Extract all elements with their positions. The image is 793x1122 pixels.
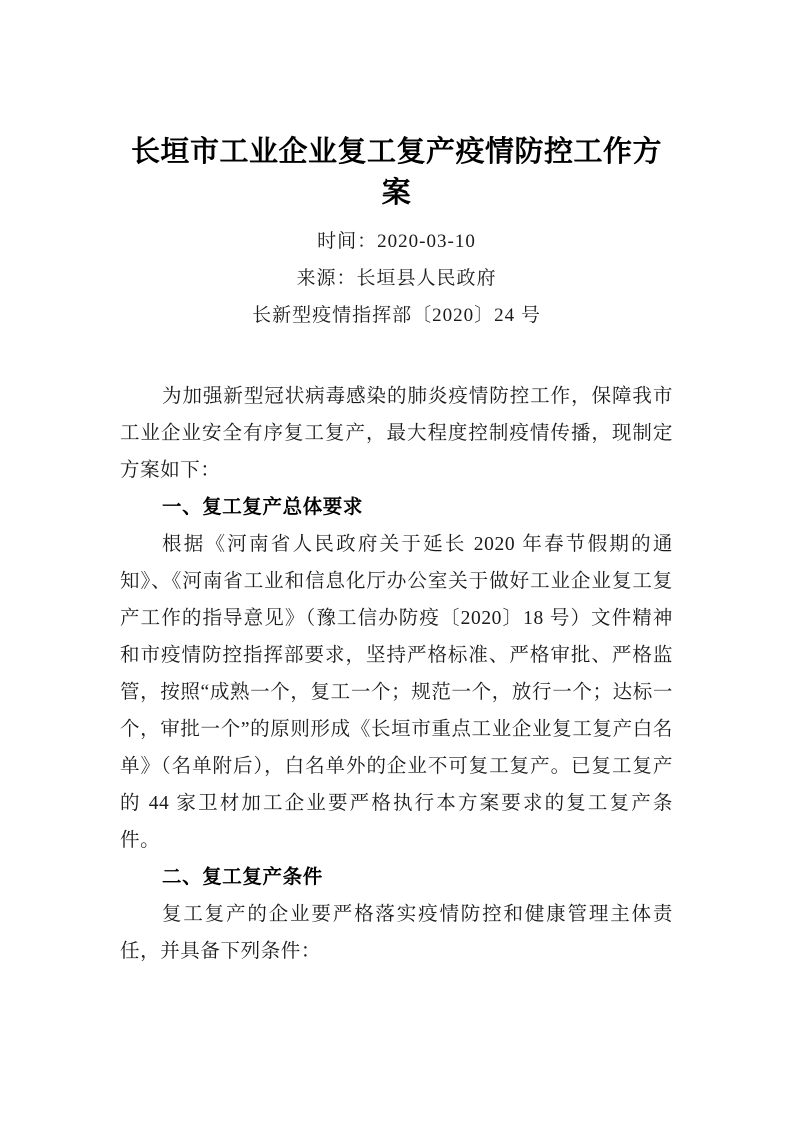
document-meta (120, 223, 673, 334)
document-number: 长新型疫情指挥部〔2020〕24 号 (252, 305, 541, 326)
section-two-paragraph: 复工复产的企业要严格落实疫情防控和健康管理主体责任，并具备下列条件： (120, 904, 673, 962)
document-source: 来源：长垣县人民政府 (296, 268, 497, 289)
document-body (120, 378, 673, 970)
section-heading-two: 二、复工复产条件 (162, 866, 323, 888)
section-heading-one: 一、复工复产总体要求 (162, 496, 364, 518)
document-content (120, 0, 673, 970)
page-title: 长垣市工业企业复工复产疫情防控工作方案 (130, 136, 662, 209)
intro-paragraph: 为加强新型冠状病毒感染的肺炎疫情防控工作，保障我市工业企业安全有序复工复产，最大程度控制疫情传播，现制定方案如下： (120, 386, 673, 481)
section-one-paragraph: 根据《河南省人民政府关于延长 2020 年春节假期的通知》、《河南省工业和信息化厅办公室关于做好工业企业复工复产工作的指导意见》（豫工信办防疫〔2020〕18 号）文件精神和市疫情防控指挥部要求，坚持严格标准、严格审批、严格监管，按照“成熟一个，复工一个；规范一个，放行一个；达标一个，审批一个”的原则形成《长垣市重点工业企业复工复产白名单》（名单附后），白名单外的企业不可复工复产。已复工复产的 44 家卫材加工企业要严格执行本方案要求的复工复产条件。 (120, 534, 673, 851)
document-date: 时间：2020-03-10 (317, 231, 476, 252)
